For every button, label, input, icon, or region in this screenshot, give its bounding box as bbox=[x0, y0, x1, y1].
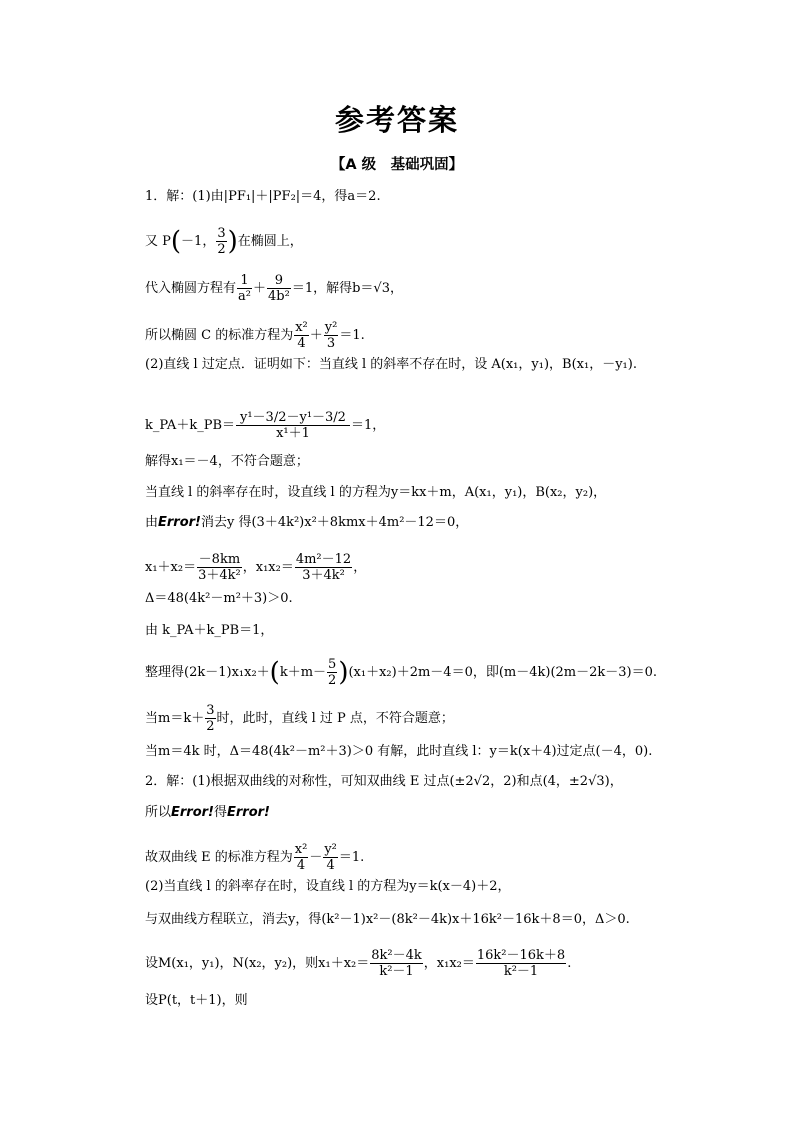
paren-left: ( bbox=[269, 657, 280, 688]
text: 代入椭圆方程有 bbox=[145, 281, 237, 296]
text: ， bbox=[353, 560, 367, 575]
text: ＋ bbox=[309, 328, 323, 343]
denominator: 3 bbox=[326, 336, 336, 351]
numerator: 3 bbox=[217, 226, 226, 241]
text: ，x₁x₂＝ bbox=[242, 560, 294, 575]
p1-line7: 解得x₁＝－4，不符合题意； bbox=[145, 454, 309, 469]
numerator: 9 bbox=[267, 273, 291, 289]
fraction bbox=[205, 703, 215, 734]
p1-line8: 当直线 l 的斜率存在时，设直线 l 的方程为y＝kx＋m，A(x₁，y₁)，B(x₂，y₂)， bbox=[145, 485, 607, 500]
p1-line6 bbox=[145, 410, 385, 441]
text: ＝1. bbox=[338, 850, 365, 865]
p1-line3 bbox=[145, 273, 403, 304]
denominator: x¹＋1 bbox=[276, 426, 310, 441]
text: － bbox=[309, 850, 323, 865]
numerator: x² bbox=[295, 320, 308, 335]
fraction bbox=[323, 842, 338, 873]
text: 得 bbox=[214, 805, 228, 820]
denominator: k²－1 bbox=[503, 964, 539, 979]
error-marker: Error! bbox=[171, 805, 214, 820]
denominator: 3＋4k² bbox=[198, 568, 241, 583]
numerator: 16k²－16k＋8 bbox=[476, 948, 566, 963]
numerator: 3 bbox=[206, 703, 215, 718]
denominator: k²－1 bbox=[379, 964, 414, 979]
denominator: 4 bbox=[326, 858, 335, 873]
text: k＋m－ bbox=[279, 665, 327, 680]
fraction bbox=[295, 552, 352, 583]
paren-right: ) bbox=[227, 226, 238, 257]
p2-line1: 2．解：(1)根据双曲线的对称性，可知双曲线 E 过点(±2√2，2)和点(4，±2√3)， bbox=[145, 774, 623, 789]
p1-line11: Δ＝48(4k²－m²＋3)＞0. bbox=[145, 591, 293, 606]
text: 在椭圆上， bbox=[237, 234, 303, 249]
text: 故双曲线 E 的标准方程为 bbox=[145, 850, 293, 865]
p1-line13 bbox=[145, 657, 657, 688]
denominator: 3＋4k² bbox=[302, 568, 345, 583]
numerator: y¹－3/2－y¹－3/2 bbox=[236, 410, 350, 426]
p2-line6 bbox=[145, 948, 571, 979]
p2-line2 bbox=[145, 804, 270, 822]
p1-line10 bbox=[145, 552, 366, 583]
denominator: 2 bbox=[217, 242, 226, 257]
numerator: 8k²－4k bbox=[371, 948, 422, 963]
text: (x₁＋x₂)＋2m－4＝0，即(m－4k)(2m－2k－3)＝0. bbox=[348, 665, 658, 680]
numerator: y² bbox=[324, 842, 337, 857]
text: 整理得(2k－1)x₁x₂＋ bbox=[145, 665, 270, 680]
p1-line15: 当m＝4k 时，Δ＝48(4k²－m²＋3)＞0 有解，此时直线 l：y＝k(x＋4)过定点(－4，0). bbox=[145, 744, 653, 759]
text: 又 P bbox=[145, 234, 171, 249]
text: 设M(x₁，y₁)，N(x₂，y₂)，则x₁＋x₂＝ bbox=[145, 956, 370, 971]
text: . bbox=[567, 956, 572, 971]
error-marker: Error! bbox=[227, 805, 270, 820]
fraction bbox=[476, 948, 566, 979]
p1-line4 bbox=[145, 320, 365, 351]
text: －1， bbox=[181, 234, 216, 249]
denominator: 4 bbox=[296, 858, 306, 873]
text: 消去y 得(3＋4k²)x²＋8kmx＋4m²－12＝0， bbox=[201, 515, 469, 530]
text: ＝1. bbox=[339, 328, 365, 343]
denominator: 2 bbox=[328, 673, 337, 688]
text: x₁＋x₂＝ bbox=[145, 560, 197, 575]
fraction bbox=[236, 410, 350, 441]
fraction bbox=[327, 657, 337, 688]
numerator: x² bbox=[294, 842, 308, 857]
p2-line4: (2)当直线 l 的斜率存在时，设直线 l 的方程为y＝k(x－4)＋2， bbox=[145, 879, 511, 894]
numerator: 5 bbox=[328, 657, 337, 672]
p2-line3 bbox=[145, 842, 364, 873]
fraction bbox=[294, 842, 309, 873]
fraction bbox=[267, 273, 291, 304]
text: 由 bbox=[145, 515, 159, 530]
numerator: 1 bbox=[237, 273, 252, 289]
text: ，x₁x₂＝ bbox=[423, 956, 475, 971]
text: ＝1，解得b＝√3， bbox=[291, 281, 403, 296]
fraction bbox=[294, 320, 309, 351]
text: 时，此时，直线 l 过 P 点，不符合题意； bbox=[216, 711, 454, 726]
denominator: 2 bbox=[206, 719, 215, 734]
denominator: a² bbox=[238, 289, 251, 304]
p2-line7: 设P(t，t＋1)，则 bbox=[145, 993, 248, 1008]
text: 所以椭圆 C 的标准方程为 bbox=[145, 328, 294, 343]
paren-left: ( bbox=[170, 226, 182, 257]
fraction bbox=[216, 226, 226, 257]
text: 当m＝k＋ bbox=[145, 711, 205, 726]
p1-line14 bbox=[145, 703, 454, 734]
section-subtitle: 【A 级 基础巩固】 bbox=[330, 157, 464, 173]
p1-line2 bbox=[145, 226, 303, 257]
numerator: y² bbox=[324, 320, 338, 335]
denominator: 4b² bbox=[268, 289, 290, 304]
numerator: 4m²－12 bbox=[295, 552, 352, 567]
denominator: 4 bbox=[297, 336, 306, 351]
fraction bbox=[197, 552, 242, 583]
text: k_PA＋k_PB＝ bbox=[145, 418, 235, 433]
fraction bbox=[237, 273, 252, 304]
paren-right: ) bbox=[338, 657, 349, 688]
fraction bbox=[370, 948, 423, 979]
fraction bbox=[324, 320, 339, 351]
error-marker: Error! bbox=[158, 515, 201, 530]
page-title: 参考答案 bbox=[334, 103, 459, 137]
text: 所以 bbox=[145, 805, 172, 820]
p1-line5: (2)直线 l 过定点．证明如下：当直线 l 的斜率不存在时，设 A(x₁，y₁)，B(x₁，－y₁). bbox=[145, 357, 637, 372]
p2-line5: 与双曲线方程联立，消去y，得(k²－1)x²－(8k²－4k)x＋16k²－16k＋8＝0，Δ＞0. bbox=[145, 912, 630, 927]
text: ＝1， bbox=[350, 418, 386, 433]
text: ＋ bbox=[252, 281, 266, 296]
p1-line1: 1．解：(1)由|PF₁|＋|PF₂|＝4，得a＝2. bbox=[145, 189, 381, 204]
numerator: －8km bbox=[198, 552, 241, 567]
p1-line9 bbox=[145, 514, 468, 532]
p1-line12: 由 k_PA＋k_PB＝1， bbox=[145, 623, 274, 638]
